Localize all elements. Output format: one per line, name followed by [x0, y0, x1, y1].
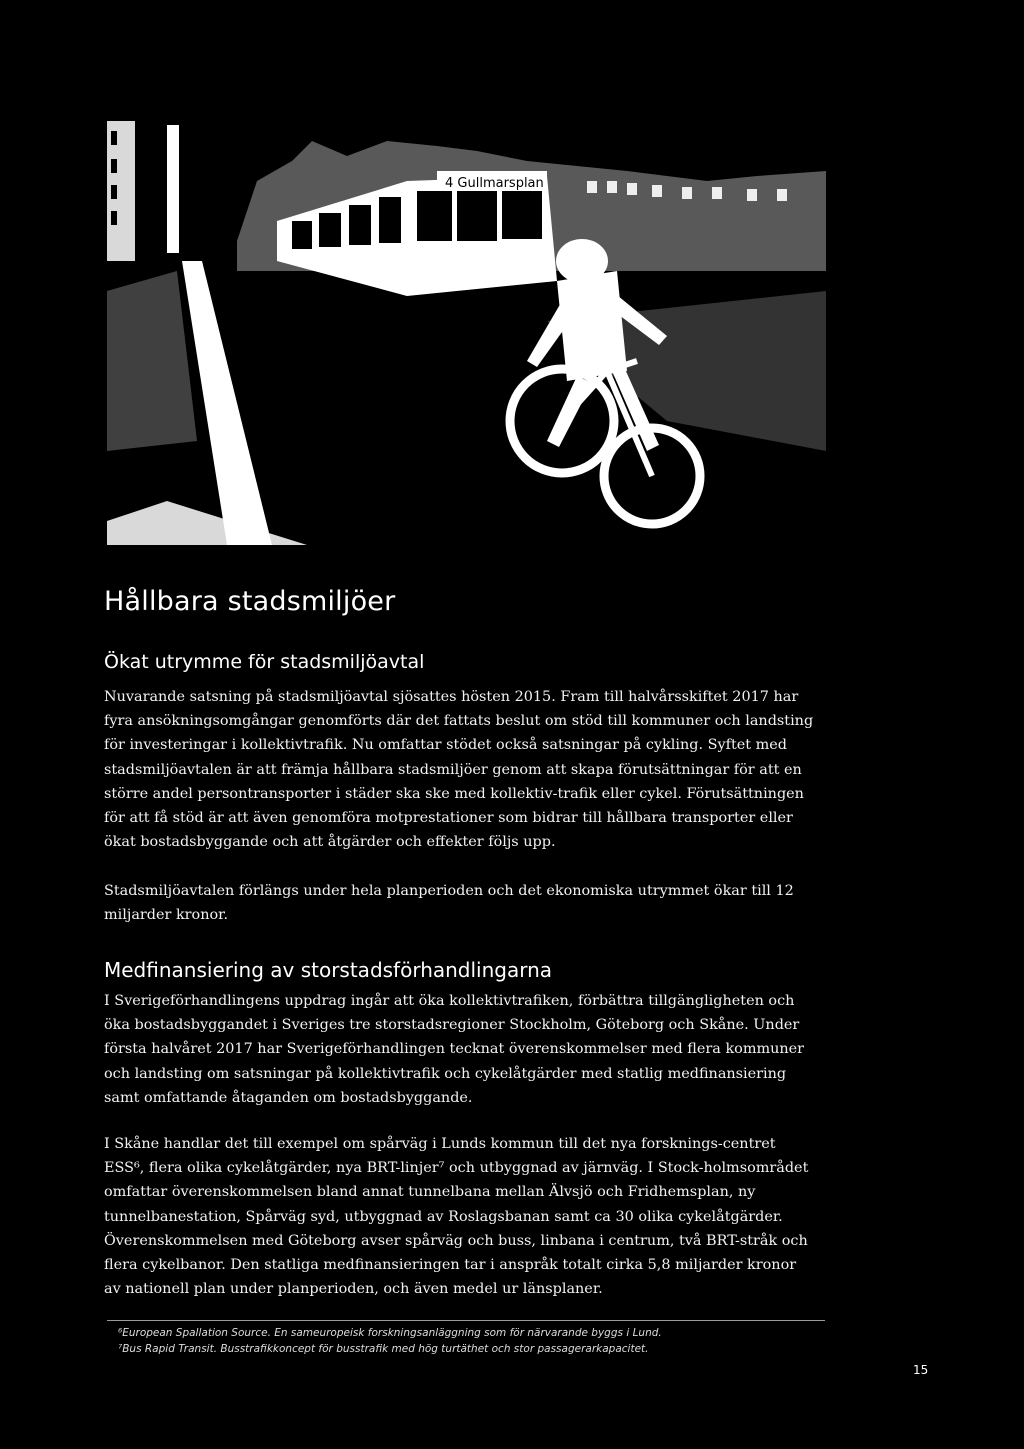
bus-destination-sign: 4 Gullmarsplan: [445, 176, 544, 191]
footnote-7: ⁷Bus Rapid Transit. Busstrafikkoncept för busstrafik med hög turtäthet och stor passagerarkapacitet.: [118, 1343, 649, 1355]
footnote-6: ⁶European Spallation Source. En sameuropeisk forskningsanläggning som för närvarande byggs i Lund.: [118, 1327, 662, 1339]
paragraph: I Sverigeförhandlingens uppdrag ingår att öka kollektivtrafiken, förbättra tillgängligheten och öka bostadsbyggandet i Sveriges tre storstadsregioner Stockholm, Göteborg och Skåne. Under första halvåret 2017 har Sverigeförhandlingen tecknat överenskommelser med flera kommuner och landsting om satsningar på kollektivtrafik och cykelåtgärder med statlig medfinansiering samt omfattande åtaganden om bostadsbyggande.: [104, 993, 805, 1106]
paragraph: Nuvarande satsning på stadsmiljöavtal sjösattes hösten 2015. Fram till halvårsskiftet 2017 har fyra ansökningsomgångar genomförts där det fattats beslut om stöd till kommuner och landsting för investeringar i kollektivtrafik. Nu omfattar stödet också satsningar på cykling. Syftet med stadsmiljöavtalen är att främja hållbara stadsmiljöer genom att skapa förutsättningar för att en större andel persontransporter i städer ska ske med kollektiv-trafik eller cykel. Förutsättningen för att få stöd är att även genomföra motprestationer som bidrar till hållbara transporter eller ökat bostadsbyggande och att åtgärder och effekter följs upp.: [104, 689, 814, 851]
cyclist-bus-photo: [107, 121, 826, 545]
section-title: Hållbara stadsmiljöer: [104, 586, 396, 617]
subsection-title-stadsmiljoavtal: Ökat utrymme för stadsmiljöavtal: [104, 651, 425, 673]
subsection-title-medfinansiering: Medfinansiering av storstadsförhandlingarna: [104, 958, 553, 982]
footnote-divider: [107, 1320, 825, 1321]
paragraph: I Skåne handlar det till exempel om spårväg i Lunds kommun till det nya forsknings-centret ESS⁶, flera olika cykelåtgärder, nya BRT-linjer⁷ och utbyggnad av järnväg. I Stock-holmsområdet omfattar överenskommelsen bland annat tunnelbana mellan Älvsjö och Fridhemsplan, ny tunnelbanestation, Spårväg syd, utbyggnad av Roslagsbanan samt ca 30 olika cykelåtgärder. Överenskommelsen med Göteborg avser spårväg och buss, linbana i centrum, två BRT-stråk och flera cykelbanor. Den statliga medfinansieringen tar i anspråk totalt cirka 5,8 miljarder kronor av nationell plan under planperioden, och även medel ur länsplaner.: [104, 1136, 809, 1298]
paragraph: Stadsmiljöavtalen förlängs under hela planperioden och det ekonomiska utrymmet ökar till 12 miljarder kronor.: [104, 883, 794, 924]
page-number: 15: [913, 1363, 929, 1377]
